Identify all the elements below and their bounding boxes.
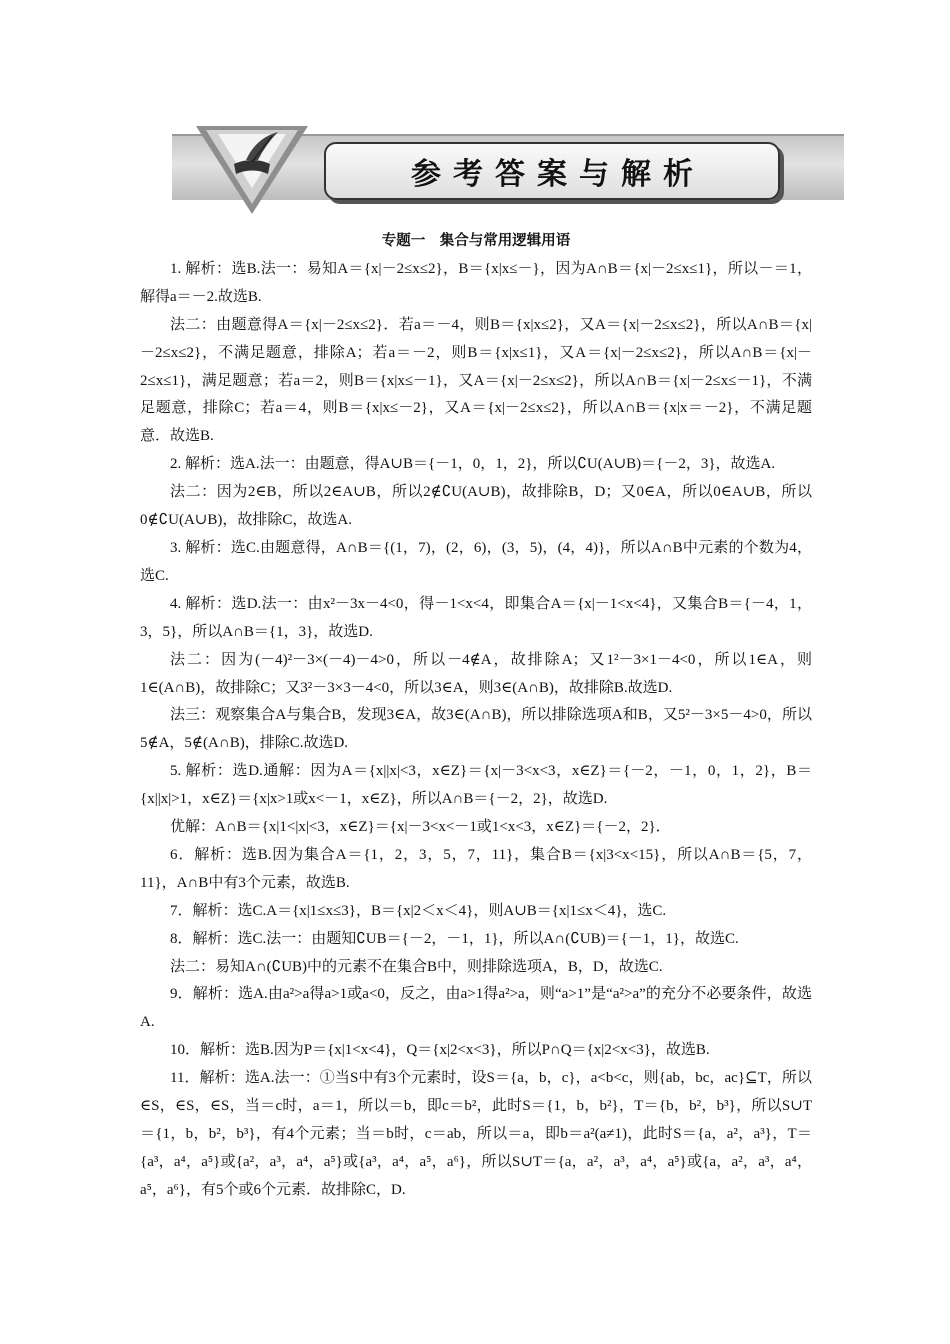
paragraph: 10．解析：选B.因为P＝{x|1<x<4}，Q＝{x|2<x<3}，所以P∩Q＝{x|2<x<3}，故选B. <box>170 1042 710 1059</box>
paragraph: 11．解析：选A.法一：①当S中有3个元素时，设S＝{a，b，c}，a<b<c，则{ab，bc，ac}⊆T，所以∈S，∈S，∈S，当＝c时，a＝1，所以＝b，即c＝b²，此时S＝{1，b，b²}，T＝{b，b²，b³}，所以S∪T＝{1，b，b²，b³}，有4个元素；当＝b时，c＝ab，所以＝a，即b＝a²(a≠1)，此时S＝{a，a²，a³}，T＝{a³，a⁴，a⁵}或{a²，a³，a⁴，a⁵}或{a³，a⁴，a⁵，a⁶}，所以S∪T＝{a，a²，a³，a⁴，a⁵}或{a，a²，a³，a⁴，a⁵，a⁶}，有5个或6个元素．故排除C，D. <box>140 1070 812 1198</box>
book-quill-logo-icon <box>196 126 308 218</box>
answer-content <box>140 228 812 1205</box>
header-banner <box>172 126 844 218</box>
paragraph: 5. 解析：选D.通解：因为A＝{x||x|<3，x∈Z}＝{x|－3<x<3，x∈Z}＝{－2，－1，0，1，2}，B＝{x||x|>1，x∈Z}＝{x|x>1或x<－1，x∈Z}，所以A∩B＝{－2，2}，故选D. <box>140 763 812 808</box>
paragraph: 1. 解析：选B.法一：易知A＝{x|－2≤x≤2}，B＝{x|x≤－}，因为A∩B＝{x|－2≤x≤1}，所以－＝1，解得a＝－2.故选B. <box>140 260 812 305</box>
paragraph: 8．解析：选C.法一：由题知∁UB＝{－2，－1，1}，所以A∩(∁UB)＝{－1，1}，故选C. <box>170 930 739 947</box>
banner-title: 参考答案与解析 <box>411 157 705 192</box>
paragraph: 3. 解析：选C.由题意得，A∩B＝{(1，7)，(2，6)，(3，5)，(4，4)}，所以A∩B中元素的个数为4，选C. <box>140 539 812 584</box>
paragraph: 7．解析：选C.A＝{x|1≤x≤3}，B＝{x|2＜x＜4}，则A∪B＝{x|1≤x＜4}，选C. <box>170 902 667 919</box>
paragraph: 2. 解析：选A.法一：由题意，得A∪B＝{－1，0，1，2}，所以∁U(A∪B)＝{－2，3}，故选A. <box>170 456 776 473</box>
paragraph: 法二：因为2∈B，所以2∈A∪B，所以2∉∁U(A∪B)，故排除B，D；又0∈A，所以0∈A∪B，所以0∉∁U(A∪B)，故排除C，故选A. <box>140 484 812 529</box>
paragraph: 4. 解析：选D.法一：由x²－3x－4<0，得－1<x<4，即集合A＝{x|－1<x<4}，又集合B＝{－4，1，3，5}，所以A∩B＝{1，3}，故选D. <box>140 595 812 640</box>
banner-title-box <box>324 142 780 200</box>
paragraph: 优解：A∩B＝{x|1<|x|<3，x∈Z}＝{x|－3<x<－1或1<x<3，x∈Z}＝{－2，2}． <box>170 819 671 836</box>
paragraph: 法二：因为(－4)²－3×(－4)－4>0，所以－4∉A，故排除A；又1²－3×1－4<0，所以1∈A，则1∈(A∩B)，故排除C；又3²－3×3－4<0，所以3∈A，则3∈(A∩B)，故排除B.故选D. <box>140 651 812 696</box>
section-title: 专题一 集合与常用逻辑用语 <box>381 233 571 249</box>
paragraph: 9．解析：选A.由a²>a得a>1或a<0，反之，由a>1得a²>a，则“a>1”是“a²>a”的充分不必要条件，故选A. <box>140 986 812 1031</box>
paragraph: 法三：观察集合A与集合B，发现3∈A，故3∈(A∩B)，所以排除选项A和B，又5²－3×5－4>0，所以5∉A，5∉(A∩B)，排除C.故选D. <box>140 707 812 752</box>
paragraph: 法二：易知A∩(∁UB)中的元素不在集合B中，则排除选项A，B，D，故选C. <box>170 958 663 975</box>
paragraph: 法二：由题意得A＝{x|－2≤x≤2}．若a＝－4，则B＝{x|x≤2}，又A＝{x|－2≤x≤2}，所以A∩B＝{x|－2≤x≤2}，不满足题意，排除A；若a＝－2，则B＝{x|x≤1}，又A＝{x|－2≤x≤2}，所以A∩B＝{x|－2≤x≤1}，满足题意；若a＝2，则B＝{x|x≤－1}，又A＝{x|－2≤x≤2}，所以A∩B＝{x|－2≤x≤－1}，不满足题意，排除C；若a＝4，则B＝{x|x≤－2}，又A＝{x|－2≤x≤2}，所以A∩B＝{x|x＝－2}，不满足题意．故选B. <box>140 316 812 445</box>
paragraph: 6．解析：选B.因为集合A＝{1，2，3，5，7，11}，集合B＝{x|3<x<15}，所以A∩B＝{5，7，11}，A∩B中有3个元素，故选B. <box>140 846 812 891</box>
